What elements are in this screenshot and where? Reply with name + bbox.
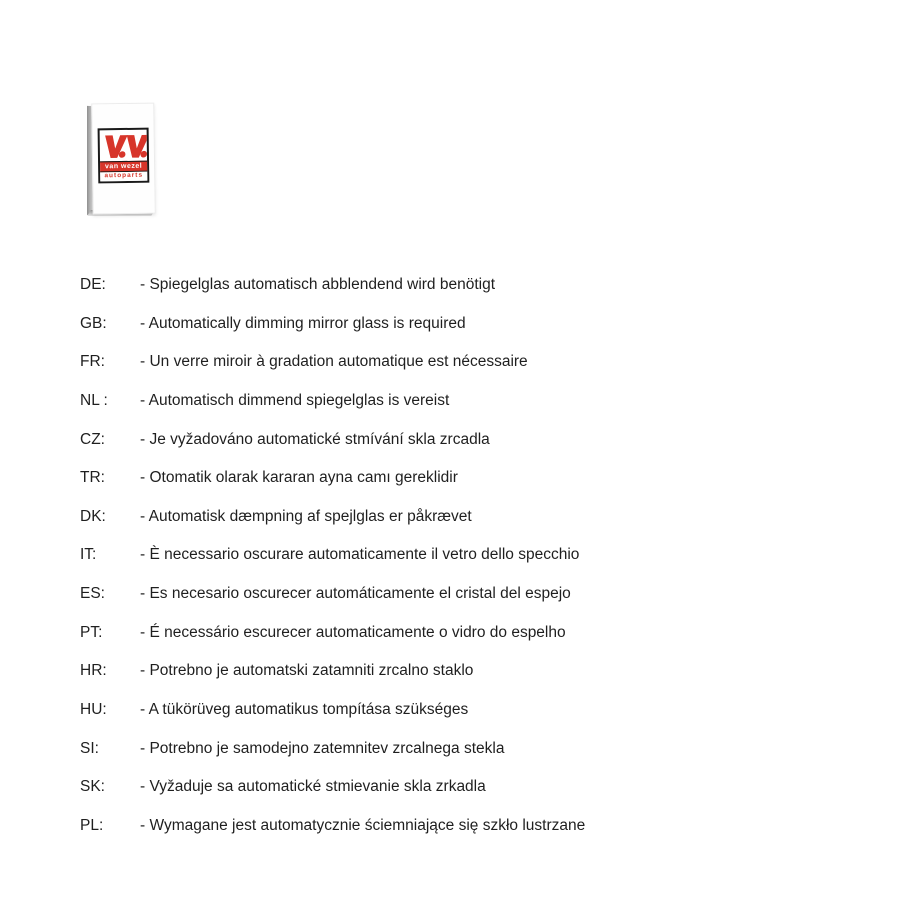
language-row	[80, 691, 840, 730]
language-code: CZ:	[80, 430, 105, 448]
language-text: - Automatisk dæmpning af spejlglas er påkrævet	[140, 507, 472, 525]
language-text: - Potrebno je automatski zatamniti zrcalno staklo	[140, 662, 474, 680]
language-code: NL :	[80, 391, 108, 409]
language-text: - Un verre miroir à gradation automatique est nécessaire	[140, 353, 528, 371]
language-text: - Es necesario oscurecer automáticamente el cristal del espejo	[140, 585, 571, 603]
language-code: IT:	[80, 546, 97, 564]
language-text: - Automatisch dimmend spiegelglas is vereist	[140, 391, 450, 409]
language-code: PT:	[80, 623, 103, 641]
language-row	[80, 575, 840, 614]
box-front-face	[91, 103, 156, 215]
language-text: - Wymagane jest automatycznie ściemniające się szkło lustrzane	[140, 816, 586, 834]
language-code: DE:	[80, 276, 106, 293]
language-row	[80, 730, 840, 769]
language-text: - È necessario oscurare automaticamente il vetro dello specchio	[140, 546, 580, 564]
language-row	[80, 382, 840, 421]
vw-monogram-icon	[100, 130, 147, 162]
language-row	[80, 498, 840, 537]
van-wezel-logo	[98, 128, 150, 183]
language-row	[80, 266, 840, 305]
language-row	[80, 807, 840, 846]
language-row	[80, 343, 840, 382]
language-text: - A tükörüveg automatikus tompítása szükséges	[140, 701, 469, 719]
language-code: DK:	[80, 507, 106, 525]
language-code: HU:	[80, 701, 107, 719]
language-row	[80, 421, 840, 460]
language-text: - Potrebno je samodejno zatemnitev zrcalnega stekla	[140, 739, 505, 757]
language-row	[80, 652, 840, 691]
product-box	[86, 102, 158, 222]
language-text: - Spiegelglas automatisch abblendend wird benötigt	[140, 276, 496, 293]
language-row	[80, 614, 840, 653]
language-row	[80, 305, 840, 344]
logo-brand-name: van wezel	[100, 161, 147, 173]
language-code: SK:	[80, 778, 105, 796]
language-text: - Otomatik olarak kararan ayna camı gereklidir	[140, 469, 458, 487]
language-text: - Je vyžadováno automatické stmívání skla zrcadla	[140, 430, 490, 448]
language-row	[80, 536, 840, 575]
language-row	[80, 459, 840, 498]
language-row	[80, 768, 840, 807]
language-text: - Vyžaduje sa automatické stmievanie skla zrkadla	[140, 778, 486, 796]
language-text: - É necessário escurecer automaticamente o vidro do espelho	[140, 623, 566, 641]
language-code: HR:	[80, 662, 107, 680]
language-text: - Automatically dimming mirror glass is required	[140, 314, 466, 332]
language-list	[80, 266, 840, 846]
language-code: FR:	[80, 353, 105, 371]
language-code: TR:	[80, 469, 105, 487]
language-code: PL:	[80, 816, 104, 834]
language-code: ES:	[80, 585, 105, 603]
language-code: GB:	[80, 314, 107, 332]
logo-tagline: autoparts	[100, 172, 147, 181]
language-code: SI:	[80, 739, 99, 757]
